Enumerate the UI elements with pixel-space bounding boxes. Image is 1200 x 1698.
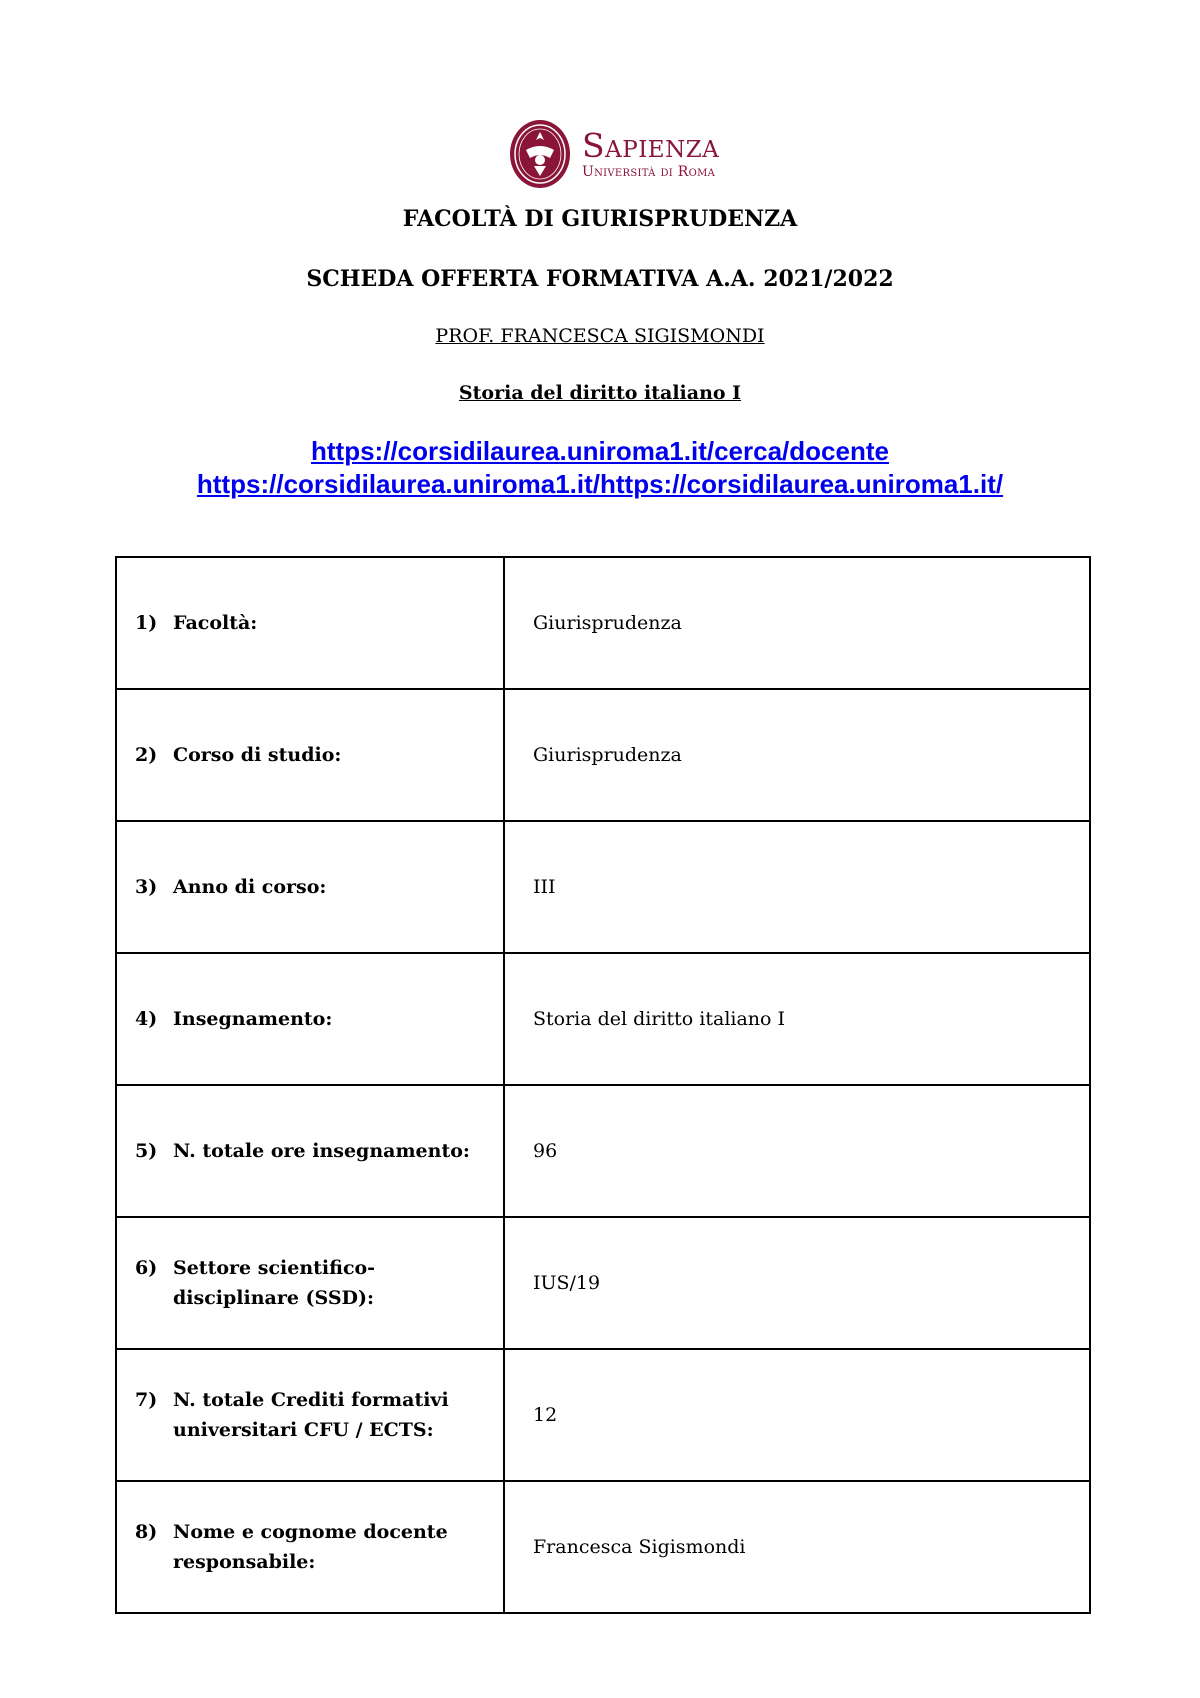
faculty-heading: FACOLTÀ DI GIURISPRUDENZA — [402, 206, 798, 232]
link-cerca-docente[interactable]: https://corsidilaurea.uniroma1.it/cerca/docente — [311, 436, 889, 466]
row-number: 5) — [135, 1140, 158, 1162]
table-row — [116, 953, 1090, 1085]
table-row — [116, 1085, 1090, 1217]
row-value: Giurisprudenza — [504, 557, 1090, 689]
row-number: 3) — [135, 876, 158, 898]
row-number: 1) — [135, 612, 158, 634]
row-value: Storia del diritto italiano I — [504, 953, 1090, 1085]
table-row — [116, 557, 1090, 689]
table-row — [116, 1349, 1090, 1481]
university-seal-icon — [508, 118, 572, 190]
course-info-table — [115, 556, 1091, 1614]
row-number: 2) — [135, 744, 158, 766]
sapienza-logo — [508, 118, 744, 190]
logo-wordmark: Sapienza — [582, 126, 720, 165]
row-label: Insegnamento: — [173, 1008, 333, 1030]
table-row — [116, 1481, 1090, 1613]
row-label: Nome e cognome docente responsabile: — [173, 1521, 448, 1573]
table-row — [116, 689, 1090, 821]
professor-name: PROF. FRANCESCA SIGISMONDI — [435, 325, 765, 347]
row-value: III — [504, 821, 1090, 953]
table-row — [116, 821, 1090, 953]
row-label: N. totale Crediti formativi universitari CFU / ECTS: — [173, 1389, 449, 1441]
row-value: 96 — [504, 1085, 1090, 1217]
row-number: 8) — [135, 1521, 158, 1543]
row-value: IUS/19 — [504, 1217, 1090, 1349]
link-corsi-di-laurea[interactable]: https://corsidilaurea.uniroma1.it/https://corsidilaurea.uniroma1.it/ — [196, 469, 1004, 499]
row-label: N. totale ore insegnamento: — [173, 1140, 470, 1162]
row-number: 7) — [135, 1389, 158, 1411]
row-label: Corso di studio: — [173, 744, 342, 766]
course-subject: Storia del diritto italiano I — [458, 382, 742, 404]
row-number: 6) — [135, 1257, 158, 1279]
row-value: 12 — [504, 1349, 1090, 1481]
row-number: 4) — [135, 1008, 158, 1030]
table-row — [116, 1217, 1090, 1349]
row-value: Francesca Sigismondi — [504, 1481, 1090, 1613]
logo-subtitle: Università di Roma — [582, 164, 716, 180]
row-label: Facoltà: — [173, 612, 258, 634]
row-label: Anno di corso: — [173, 876, 327, 898]
row-label: Settore scientifico-disciplinare (SSD): — [173, 1257, 376, 1309]
row-value: Giurisprudenza — [504, 689, 1090, 821]
scheda-heading: SCHEDA OFFERTA FORMATIVA A.A. 2021/2022 — [306, 266, 894, 292]
